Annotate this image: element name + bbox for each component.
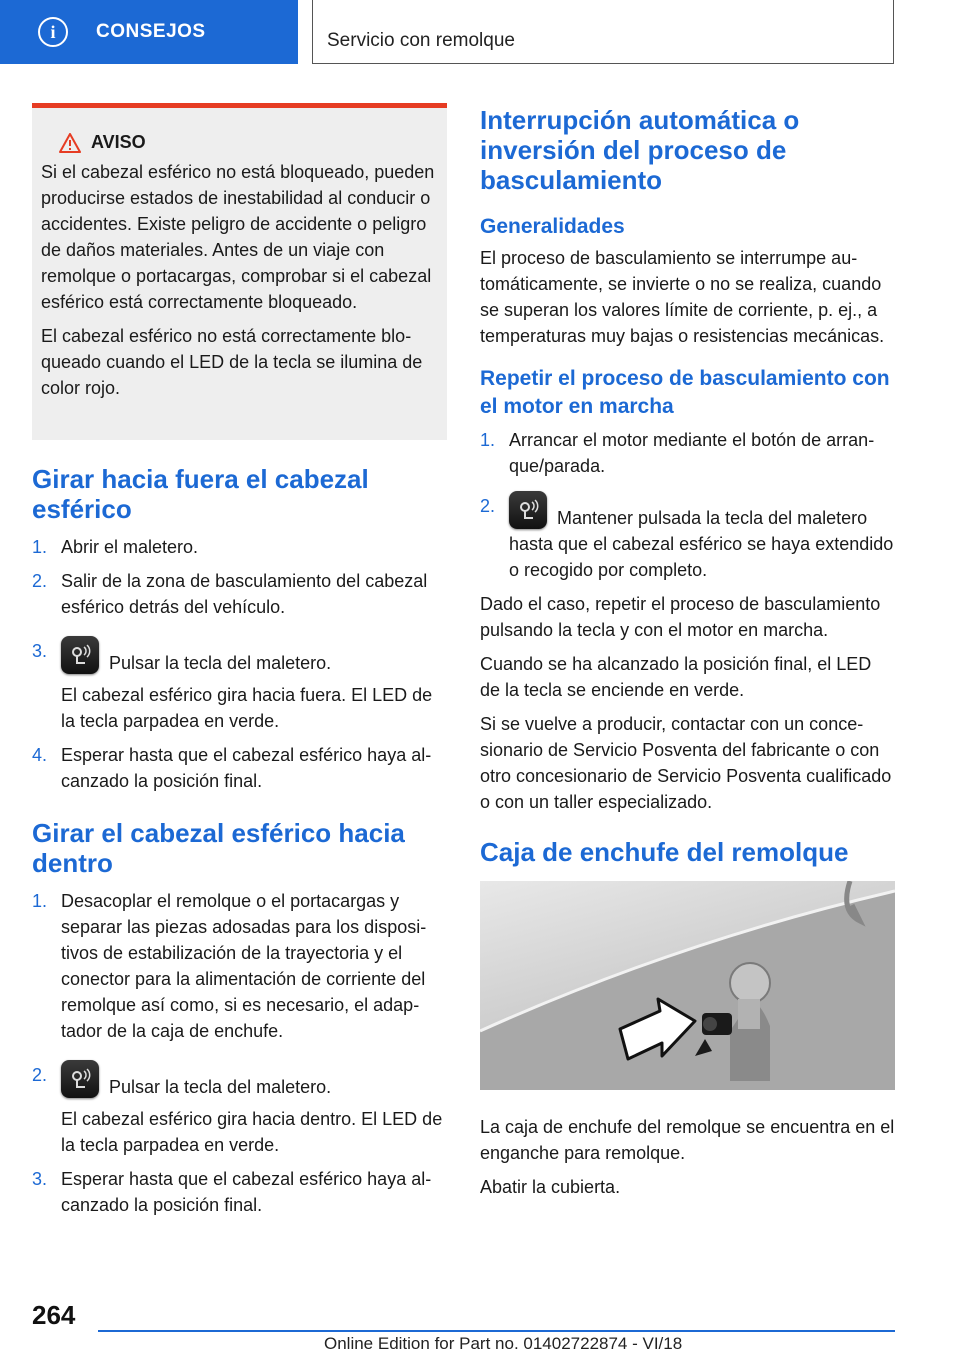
step-number: 3. <box>32 641 48 661</box>
footer-divider <box>98 1330 895 1332</box>
subsection-title-general: Generalidades <box>480 215 625 238</box>
step-text: Desacoplar el remolque o el portacargas y separar las piezas adosadas para los dispositivos de estabilización de la trayectoria y el conector para la alimentación de corriente del remolque así como, si es necesario, el adaptador de la caja de enchufe. <box>61 891 427 1041</box>
socket-paragraph: La caja de enchufe del remolque se encuentra en el enganche para remolque. <box>480 1117 895 1163</box>
list-item <box>480 493 895 583</box>
steps-swing-in <box>32 888 447 1218</box>
step-number: 2. <box>32 571 48 591</box>
step-text: Esperar hasta que el cabezal esférico haya alcanzado la posición final. <box>61 745 432 791</box>
step-number: 3. <box>32 1169 48 1189</box>
trailer-hitch-key-icon <box>61 636 99 674</box>
page-number: 264 <box>32 1300 76 1330</box>
list-item <box>32 742 447 794</box>
list-item <box>32 888 447 1044</box>
socket-cover-paragraph: Abatir la cubierta. <box>480 1177 621 1197</box>
step-text: Salir de la zona de basculamiento del cabezal esférico detrás del vehículo. <box>61 571 428 617</box>
list-item <box>32 638 447 734</box>
step-result: El cabezal esférico gira hacia fuera. El LED de la tecla parpadea en verde. <box>61 685 433 731</box>
step-text: Mantener pulsada la tecla del maletero hasta que el cabezal esférico se haya extendido o recogido por completo. <box>509 508 894 580</box>
warning-heading <box>59 132 438 153</box>
trailer-hitch-key-icon <box>61 1060 99 1098</box>
step-text: Pulsar la tecla del maletero. <box>109 1077 332 1097</box>
warning-heading-text: AVISO <box>91 132 146 152</box>
trailer-hitch-key-icon <box>509 491 547 529</box>
header-tab <box>0 0 298 64</box>
header-title: Servicio con remolque <box>327 30 515 51</box>
step-result: El cabezal esférico gira hacia dentro. El LED de la tecla parpadea en verde. <box>61 1109 443 1155</box>
section-title-auto: Interrupción automática o inversión del proceso de basculamiento <box>480 105 800 195</box>
final-position-paragraph: Cuando se ha alcanzado la posición final, el LED de la tecla se enciende en verde. <box>480 654 872 700</box>
repeat-paragraph: Dado el caso, repetir el proceso de basculamiento pulsando la tecla y con el motor en marcha. <box>480 594 881 640</box>
steps-repeat <box>480 427 895 583</box>
step-number: 2. <box>32 1065 48 1085</box>
left-column <box>32 103 447 1226</box>
warning-box <box>32 103 447 440</box>
warning-paragraph: El cabezal esférico no está correctamente bloqueado cuando el LED de la tecla se ilumina de color rojo. <box>41 326 423 398</box>
info-icon: i <box>38 17 68 47</box>
service-paragraph: Si se vuelve a producir, contactar con un concesionario de Servicio Posventa del fabricante o con otro concesionario de Servicio Posventa cualificado o con un taller especializado. <box>480 714 892 812</box>
header-title-box <box>312 0 894 64</box>
footer-edition: Online Edition for Part no. 01402722874 - VI/18 <box>324 1334 683 1353</box>
subsection-title-repeat: Repetir el proceso de basculamiento con el motor en marcha <box>480 367 890 418</box>
list-item <box>480 427 895 479</box>
list-item <box>32 1166 447 1218</box>
step-number: 4. <box>32 745 48 765</box>
step-number: 2. <box>480 496 496 516</box>
step-number: 1. <box>480 430 496 450</box>
header-tab-label: CONSEJOS <box>96 21 206 42</box>
steps-swing-out <box>32 534 447 794</box>
warning-triangle-icon <box>59 133 81 153</box>
section-title-swing-in: Girar el cabezal esférico hacia dentro <box>32 818 405 878</box>
list-item <box>32 568 447 620</box>
trailer-socket-illustration <box>480 881 895 1090</box>
step-text: Pulsar la tecla del maletero. <box>109 653 332 673</box>
section-title-swing-out: Girar hacia fuera el cabezal esférico <box>32 464 369 524</box>
step-text: Arrancar el motor mediante el botón de arranque/parada. <box>509 430 875 476</box>
general-paragraph: El proceso de basculamiento se interrumpe automáticamente, se invierte o no se realiza, cuando se superan los valores límite de corriente, p. ej., a temperaturas muy bajas o resistencias mecánicas. <box>480 248 885 346</box>
right-column <box>480 103 895 1208</box>
list-item <box>32 1062 447 1158</box>
list-item <box>32 534 447 560</box>
step-text: Esperar hasta que el cabezal esférico haya alcanzado la posición final. <box>61 1169 432 1215</box>
step-text: Abrir el maletero. <box>61 537 199 557</box>
section-title-socket: Caja de enchufe del remolque <box>480 837 849 867</box>
step-number: 1. <box>32 891 48 911</box>
step-number: 1. <box>32 537 48 557</box>
warning-paragraph: Si el cabezal esférico no está bloqueado, pueden producirse estados de inestabilidad al conducir o accidentes. Existe peligro de accidente o peligro de daños materiales. Antes de un viaje con remolque o portacargas, comprobar si el cabezal esférico está correctamente bloqueado. <box>41 162 435 312</box>
